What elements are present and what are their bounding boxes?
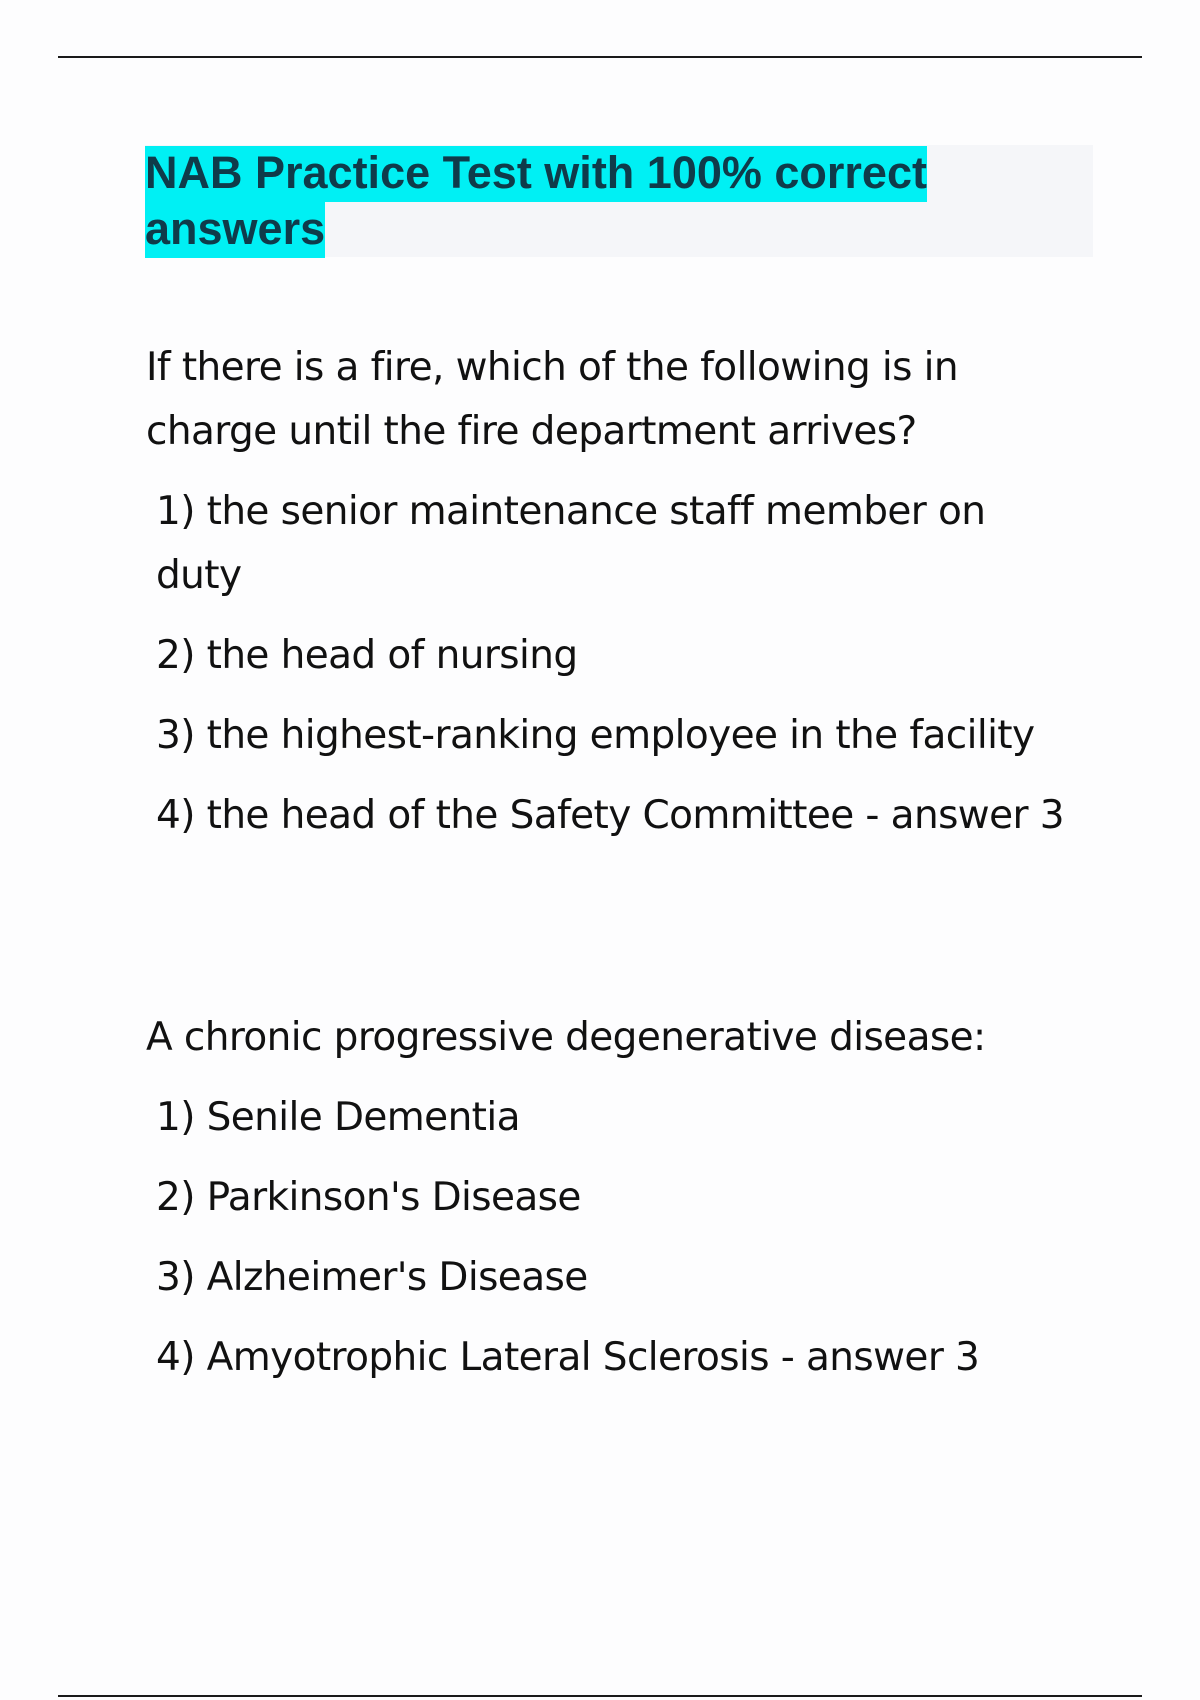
question-prompt: If there is a fire, which of the following is in charge until the fire department arrives? bbox=[146, 345, 959, 454]
title-block bbox=[145, 145, 1093, 257]
bottom-rule bbox=[58, 1695, 1142, 1697]
answer-option: 1) Senile Dementia bbox=[156, 1095, 520, 1140]
answer-option: 3) the highest-ranking employee in the facility bbox=[156, 713, 1035, 758]
question-2 bbox=[146, 1006, 1076, 1406]
question-1 bbox=[146, 336, 1076, 864]
top-rule bbox=[58, 56, 1142, 58]
title-highlight: NAB Practice Test with 100% correct answers bbox=[145, 146, 927, 258]
question-prompt: A chronic progressive degenerative disease: bbox=[146, 1015, 986, 1060]
answer-option: 2) Parkinson's Disease bbox=[156, 1175, 581, 1220]
answer-option: 4) Amyotrophic Lateral Sclerosis - answer 3 bbox=[156, 1335, 980, 1380]
answer-option: 4) the head of the Safety Committee - answer 3 bbox=[156, 793, 1064, 838]
answer-option: 3) Alzheimer's Disease bbox=[156, 1255, 588, 1300]
answer-option: 2) the head of nursing bbox=[156, 633, 578, 678]
answer-option: 1) the senior maintenance staff member on duty bbox=[156, 489, 986, 598]
document-title bbox=[145, 145, 1093, 257]
